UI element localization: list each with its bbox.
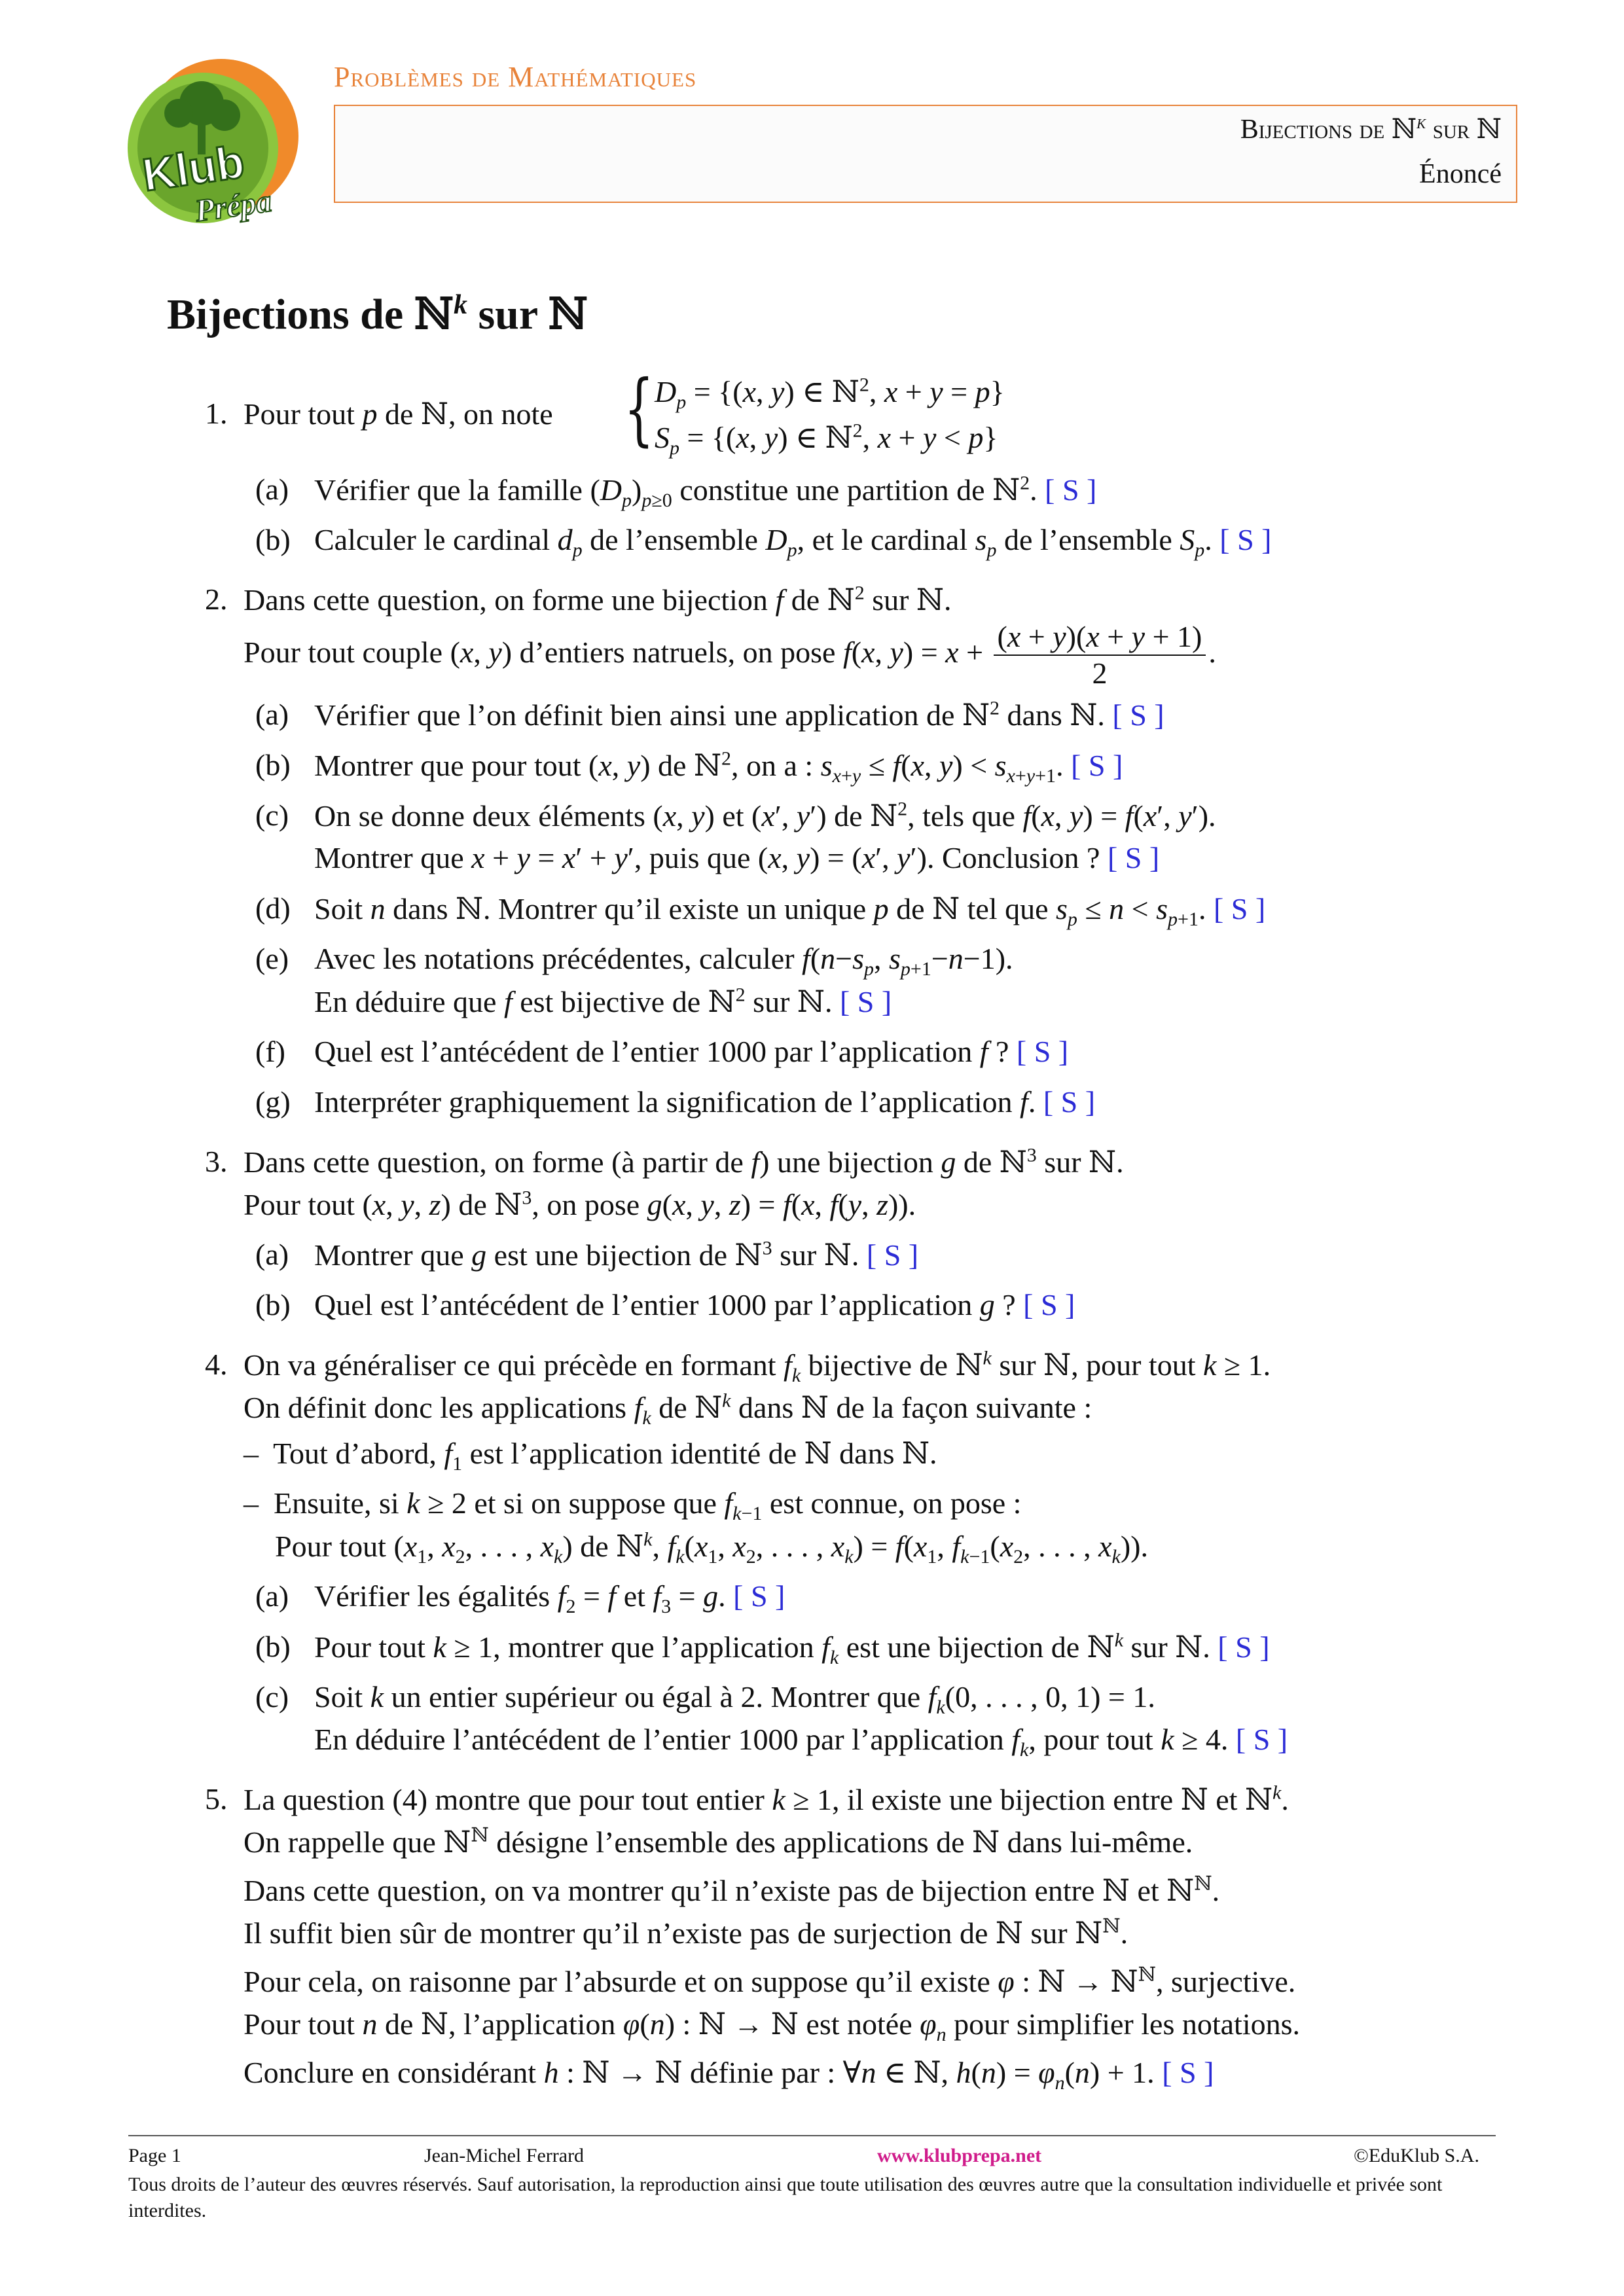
q4a-label: (a) <box>255 1579 289 1613</box>
q2f-label: (f) <box>255 1035 285 1068</box>
q2b-text: Montrer que pour tout (x, y) de ℕ$^2$, on a : $s_{x+y} \le f(x$, $y) < s_{x+y+1}$. [ S ] <box>314 747 1123 787</box>
q1b-text: Calculer le cardinal $d_p$ de l’ensemble $D_p$, et le cardinal $s_p$ de l’ensemble $S_p$. [ S ] <box>314 523 1272 562</box>
q1-def-s: $S_p = \{(x$, y) ∈ ℕ$^2$, x + y < p} <box>655 420 998 459</box>
q2f-text: Quel est l’antécédent de l’entier 1000 par l’application f ? [ S ] <box>314 1035 1069 1068</box>
series-title: Problèmes de Mathématiques <box>334 61 697 93</box>
question-number-3: 3. <box>205 1145 228 1178</box>
q2d-text: Soit n dans ℕ. Montrer qu’il existe un unique p de ℕ tel que $s_p \le n < s_{p+1}$. [ S ] <box>314 891 1266 931</box>
q1b-label: (b) <box>255 523 291 556</box>
question-number-1: 1. <box>205 397 228 430</box>
q1-brace: { <box>624 364 655 455</box>
question-number-4: 4. <box>205 1348 228 1381</box>
page-title: Bijections de ℕ$^k$ sur ℕ <box>167 288 588 339</box>
q2e-text-2: En déduire que f est bijective de ℕ$^2$ sur ℕ. [ S ] <box>314 984 892 1019</box>
q3a-label: (a) <box>255 1238 289 1271</box>
q2-def: Pour tout couple (x, y) d’entiers natruels, on pose f(x, y) = x + $\frac{(x + y)(x + y + 1)}{2}$ . <box>244 620 1216 691</box>
solution-link[interactable]: [ S ] <box>1162 2056 1214 2089</box>
solution-link[interactable]: [ S ] <box>1071 749 1123 782</box>
q5-text-1: La question (4) montre que pour tout entier k ≥ 1, il existe une bijection entre ℕ et ℕ$^k$. <box>244 1782 1289 1817</box>
solution-link[interactable]: [ S ] <box>1043 1085 1096 1119</box>
q4c-text-2: En déduire l’antécédent de l’entier 1000 par l’application $f_k$, pour tout k ≥ 4. [ S ] <box>314 1723 1288 1761</box>
q2a-label: (a) <box>255 698 289 731</box>
q1a-label: (a) <box>255 473 289 506</box>
q5-text-5: Pour cela, on raisonne par l’absurde et on suppose qu’il existe φ : ℕ → ℕ$^ℕ$, surjective. <box>244 1963 1296 1999</box>
q4b-text: Pour tout k ≥ 1, montrer que l’application $f_k$ est une bijection de ℕ$^k$ sur ℕ. [ S ] <box>314 1629 1270 1669</box>
solution-link[interactable]: [ S ] <box>1023 1288 1075 1321</box>
solution-link[interactable]: [ S ] <box>866 1238 919 1272</box>
solution-link[interactable]: [ S ] <box>1107 841 1160 874</box>
q4-bullet-2: – Ensuite, si k ≥ 2 et si on suppose que $f_{k-1}$ est connue, on pose : <box>244 1486 1022 1525</box>
q4-text-2: On définit donc les applications $f_k$ de ℕ$^k$ dans ℕ de la façon suivante : <box>244 1390 1092 1429</box>
footer-rights: Tous droits de l’auteur des œuvres réservés. Sauf autorisation, la reproduction ainsi que toute utilisation des œuvres autre que la consultation individuelle et privée sont interdites. <box>128 2174 1443 2221</box>
q3a-text: Montrer que g est une bijection de ℕ$^3$ sur ℕ. [ S ] <box>314 1237 919 1272</box>
q4a-text: Vérifier les égalités $f_2 = f$ et $f_3 = g$. [ S ] <box>314 1579 785 1618</box>
question-number-2: 2. <box>205 583 228 616</box>
q2a-text: Vérifier que l’on définit bien ainsi une application de ℕ$^2$ dans ℕ. [ S ] <box>314 697 1164 732</box>
solution-link[interactable]: [ S ] <box>1218 1630 1270 1664</box>
solution-link[interactable]: [ S ] <box>839 985 892 1018</box>
solution-link[interactable]: [ S ] <box>1213 892 1266 925</box>
q3b-text: Quel est l’antécédent de l’entier 1000 par l’application g ? [ S ] <box>314 1288 1075 1321</box>
q2c-label: (c) <box>255 798 289 832</box>
q3-def: Pour tout (x, y, z) de ℕ$^3$, on pose g(x, y, z) = f(x, f(y, z)). <box>244 1187 916 1222</box>
q4b-label: (b) <box>255 1630 291 1663</box>
q4-text: On va généraliser ce qui précède en formant $f_k$ bijective de ℕ$^k$ sur ℕ, pour tout k ≥ 1. <box>244 1347 1271 1387</box>
q2c-text-2: Montrer que x + y = x′ + y′, puis que (x, y) = (x′, y′). Conclusion ? [ S ] <box>314 841 1160 874</box>
svg-text:Prépa: Prépa <box>192 183 274 229</box>
solution-link[interactable]: [ S ] <box>1016 1035 1069 1068</box>
question-number-5: 5. <box>205 1782 228 1816</box>
q4c-label: (c) <box>255 1680 289 1713</box>
q5-text-4: Il suffit bien sûr de montrer qu’il n’existe pas de surjection de ℕ sur ℕ$^ℕ$. <box>244 1914 1128 1950</box>
svg-text:Klub: Klub <box>139 135 247 201</box>
footer-divider <box>128 2135 1496 2136</box>
solution-link[interactable]: [ S ] <box>733 1579 785 1613</box>
q4-bullet-1: – Tout d’abord, $f_1$ est l’application identité de ℕ dans ℕ. <box>244 1435 937 1475</box>
q4c-text: Soit k un entier supérieur ou égal à 2. Montrer que $f_k(0$, . . . , 0, 1) = 1. <box>314 1680 1155 1719</box>
solution-link[interactable]: [ S ] <box>1045 473 1097 507</box>
q3b-label: (b) <box>255 1288 291 1321</box>
q2g-label: (g) <box>255 1085 291 1119</box>
footer-copyright: ©EduKlub S.A. <box>1354 2145 1479 2166</box>
q2-text: Dans cette question, on forme une bijection f de ℕ$^2$ sur ℕ. <box>244 582 952 617</box>
q2g-text: Interpréter graphiquement la signification de l’application f. [ S ] <box>314 1085 1096 1119</box>
q4-def: Pour tout ($x_1$, $x_2$, . . . , $x_k$) de ℕ$^k$, $f_k(x_1$, $x_2$, . . . , $x_k) = f(x_1$, $f_{k-1}(x_2$, . . . , $x_k$)). <box>275 1528 1148 1568</box>
q1-text: Pour tout p de ℕ, on note <box>244 396 553 431</box>
q2e-label: (e) <box>255 942 289 975</box>
page-number: Page 1 <box>128 2145 181 2166</box>
q5-text-7: Conclure en considérant h : ℕ → ℕ définie par : ∀n ∈ ℕ, $h(n) = \varphi_n(n) + 1$. [ S ] <box>244 2054 1214 2094</box>
solution-link[interactable]: [ S ] <box>1112 698 1164 732</box>
q2b-label: (b) <box>255 748 291 781</box>
q2c-text: On se donne deux éléments (x, y) et (x′, y′) de ℕ$^2$, tels que f(x, y) = f(x′, y′). <box>314 798 1216 833</box>
q5-text-2: On rappelle que ℕ$^ℕ$ désigne l’ensemble des applications de ℕ dans lui-même. <box>244 1823 1193 1859</box>
footer-website-link[interactable]: www.klubprepa.net <box>877 2145 1042 2166</box>
footer-author: Jean-Michel Ferrard <box>424 2145 585 2166</box>
solution-link[interactable]: [ S ] <box>1219 523 1272 556</box>
q3-text: Dans cette question, on forme (à partir de f) une bijection g de ℕ$^3$ sur ℕ. <box>244 1144 1124 1179</box>
document-title: Bijections de ℕ$^k$ sur ℕ <box>1240 111 1502 145</box>
q1-def-d: $D_p = \{(x$, y) ∈ ℕ$^2$, x + y = p} <box>655 374 1005 414</box>
q5-text-6: Pour tout n de ℕ, l’application φ(n) : ℕ → ℕ est notée $\varphi_n$ pour simplifier les notations. <box>244 2006 1301 2046</box>
solution-link[interactable]: [ S ] <box>1235 1723 1288 1756</box>
q2d-label: (d) <box>255 891 291 925</box>
q1a-text: Vérifier que la famille $(D_p)_{p\ge 0}$ constitue une partition de ℕ$^2$. [ S ] <box>314 472 1097 512</box>
q5-text-3: Dans cette question, on va montrer qu’il n’existe pas de bijection entre ℕ et ℕ$^ℕ$. <box>244 1872 1220 1908</box>
document-subtitle: Énoncé <box>1419 159 1502 189</box>
q2e-text: Avec les notations précédentes, calculer $f(n-s_p$, $s_{p+1}-n-1$). <box>314 942 1013 980</box>
